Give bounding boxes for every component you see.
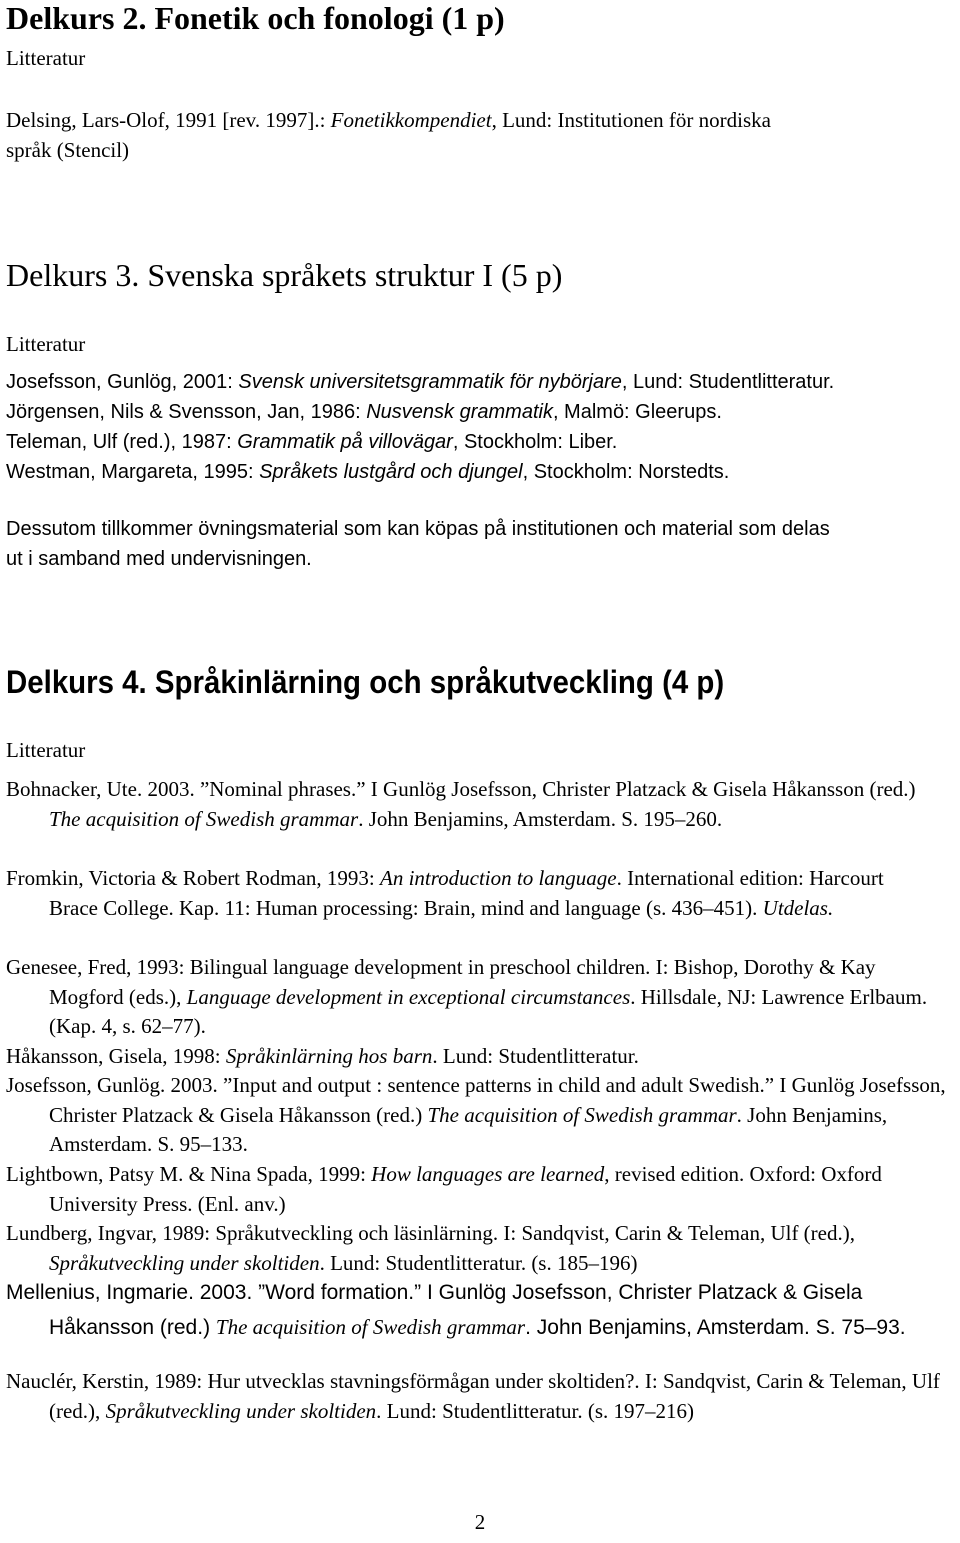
page-number: 2	[474, 1510, 486, 1534]
section-heading: Delkurs 2. Fonetik och fonologi (1 p)	[6, 0, 505, 36]
section-heading: Delkurs 3. Svenska språkets struktur I (5 p)	[6, 257, 563, 293]
reference-entry: Josefsson, Gunlög, 2001: Svensk universitetsgrammatik för nybörjare, Lund: Studentlitteratur.	[6, 371, 835, 393]
literature-label: Litteratur	[6, 738, 86, 762]
note-text-continued: ut i samband med undervisningen.	[6, 548, 312, 570]
reference-entry: Mellenius, Ingmarie. 2003. ”Word formation.” I Gunlög Josefsson, Christer Platzack & Gisela Håkansson (red.) The acquisition of Swedish grammar. John Benjamins, Amsterdam. S. 75–93.	[6, 1281, 906, 1339]
reference-entry: Lightbown, Patsy M. & Nina Spada, 1999: How languages are learned, revised edition. Oxford: Oxford University Press. (Enl. anv.)	[6, 1162, 882, 1216]
reference-entry: Lundberg, Ingvar, 1989: Språkutveckling och läsinlärning. I: Sandqvist, Carin & Teleman, Ulf (red.), Språkutveckling under skoltiden. Lund: Studentlitteratur. (s. 185–196)	[6, 1221, 855, 1275]
reference-entry: Genesee, Fred, 1993: Bilingual language development in preschool children. I: Bishop, Dorothy & Kay Mogford (eds.), Language development in exceptional circumstances. Hillsdale, NJ: Lawrence Erlbaum. (Kap. 4, s. 62–77).	[6, 955, 928, 1039]
note-text: Dessutom tillkommer övningsmaterial som kan köpas på institutionen och material som delas	[6, 518, 830, 540]
reference-entry: Teleman, Ulf (red.), 1987: Grammatik på villovägar, Stockholm: Liber.	[6, 431, 618, 453]
reference-entry: Josefsson, Gunlög. 2003. ”Input and output : sentence patterns in child and adult Swedish.” I Gunlög Josefsson, Christer Platzack & Gisela Håkansson (red.) The acquisition of Swedish grammar. John Benjamins, Amsterdam. S. 95–133.	[6, 1073, 946, 1157]
reference-entry: Bohnacker, Ute. 2003. ”Nominal phrases.” I Gunlög Josefsson, Christer Platzack & Gisela Håkansson (red.) The acquisition of Swedish grammar. John Benjamins, Amsterdam. S. 195–260.	[6, 777, 916, 831]
section-heading: Delkurs 4. Språkinlärning och språkutveckling (4 p)	[6, 664, 725, 700]
literature-label: Litteratur	[6, 332, 86, 356]
reference-entry: Westman, Margareta, 1995: Språkets lustgård och djungel, Stockholm: Norstedts.	[6, 461, 730, 483]
literature-label: Litteratur	[6, 46, 86, 70]
reference-entry: Nauclér, Kerstin, 1989: Hur utvecklas stavningsförmågan under skoltiden?. I: Sandqvist, Carin & Teleman, Ulf (red.), Språkutveckling under skoltiden. Lund: Studentlitteratur. (s. 197–216)	[6, 1369, 940, 1423]
reference-entry: Fromkin, Victoria & Robert Rodman, 1993: An introduction to language. International edition: Harcourt Brace College. Kap. 11: Human processing: Brain, mind and language (s. 436–451). Utdelas.	[6, 866, 884, 920]
reference-entry: Delsing, Lars-Olof, 1991 [rev. 1997].: Fonetikkompendiet, Lund: Institutionen för nordiska	[6, 108, 771, 132]
reference-entry: Jörgensen, Nils & Svensson, Jan, 1986: Nusvensk grammatik, Malmö: Gleerups.	[6, 401, 722, 423]
reference-entry-continued: språk (Stencil)	[6, 138, 130, 162]
reference-entry: Håkansson, Gisela, 1998: Språkinlärning hos barn. Lund: Studentlitteratur.	[6, 1044, 639, 1068]
